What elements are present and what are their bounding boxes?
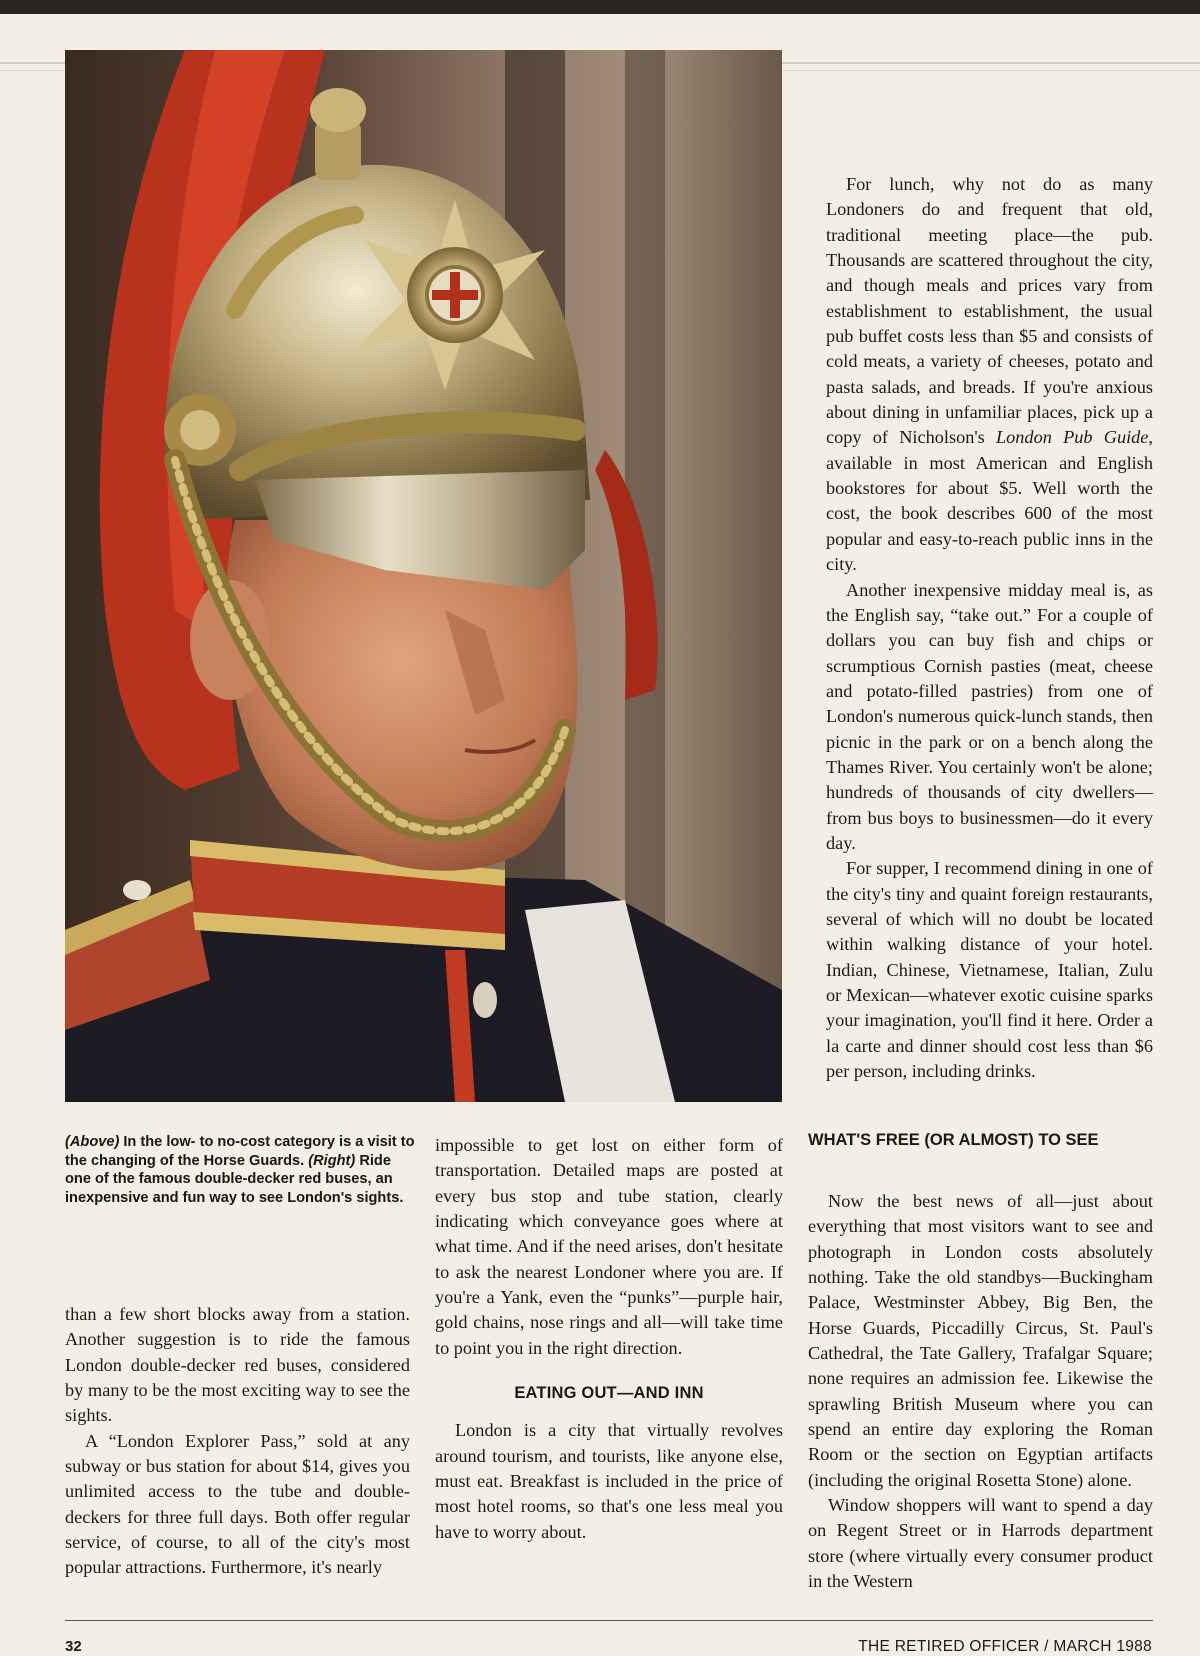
section-heading-free-to-see: WHAT'S FREE (OR ALMOST) TO SEE [808, 1131, 1099, 1149]
paragraph: Window shoppers will want to spend a day on Regent Street or in Harrods department store (where virtually every consumer product in the Western [808, 1495, 1153, 1592]
horse-guard-helmet-photo [65, 50, 782, 1102]
caption-above-label: (Above) [65, 1134, 120, 1150]
paragraph: London is a city that virtually revolves around tourism, and tourists, like anyone else, must eat. Breakfast is included in the price of most hotel rooms, so that's one less meal you have to worry about. [435, 1420, 783, 1542]
paragraph [826, 172, 1153, 578]
paragraph: Another inexpensive midday meal is, as the English say, “take out.” For a couple of dollars you can buy fish and chips or scrumptious Cornish pasties (meat, cheese and potato-filled pastries) from one of London's numerous quick-lunch stands, then picnic in the park or on a bench along the Thames River. You certainly won't be alone; hundreds of thousands of city dwellers—from bus boys to businessmen—do it every day. [826, 579, 1153, 853]
page-number: 32 [65, 1638, 82, 1655]
paragraph: than a few short blocks away from a station. Another suggestion is to ride the famous London double-decker red buses, considered by many to be the most exciting way to see the sights. [65, 1304, 410, 1426]
article-column-1 [65, 1302, 410, 1581]
paragraph: impossible to get lost on either form of transportation. Detailed maps are posted at every bus stop and tube station, clearly indicating which conveyance goes where at what time. And if the need arises, don't hesitate to ask the nearest Londoner where you are. If you're a Yank, even the “punks”—purple hair, gold chains, nose rings and all—will take time to point you in the right direction. [435, 1135, 783, 1358]
photo-caption [65, 1133, 415, 1207]
section-heading-eating-out: EATING OUT—AND INN [514, 1384, 704, 1403]
paragraph: A “London Explorer Pass,” sold at any subway or bus station for about $14, gives you unlimited access to the tube and double-deckers for three full days. Both offer regular service, of course, to all of the city's most popular attractions. Furthermore, it's nearly [65, 1430, 410, 1578]
article-column-3 [826, 172, 1153, 1084]
article-column-3-continued [808, 1189, 1153, 1595]
footer-rule [65, 1620, 1153, 1621]
publication-footer: THE RETIRED OFFICER / MARCH 1988 [858, 1638, 1152, 1655]
paragraph: For supper, I recommend dining in one of the city's tiny and quaint foreign restaurants, several of which will no doubt be located within walking distance of your hotel. Indian, Chinese, Vietnamese, Italian, Zulu or Mexican—whatever exotic cuisine sparks your imagination, you'll find it here. Order a la carte and dinner should cost less than $6 per person, including drinks. [826, 858, 1153, 1082]
article-column-2 [435, 1133, 783, 1545]
caption-right-text: Ride one of the famous double-decker red buses, an inexpensive and fun way to see London's sights. [65, 1152, 404, 1206]
paragraph-text: For lunch, why not do as many Londoners do and frequent that old, traditional meeting place—the pub. Thousands are scattered throughout the city, and though meals and prices vary from establishment to establishment, the usual pub buffet costs less than $5 and consists of cold meats, a variety of cheeses, potato and pasta salads, and breads. If you're anxious about dining in unfamiliar places, pick up a copy of Nicholson's [826, 174, 1153, 448]
paragraph: Now the best news of all—just about everything that most visitors want to see and photograph in London costs absolutely nothing. Take the old standbys—Buckingham Palace, Westminster Abbey, Big Ben, the Horse Guards, Piccadilly Circus, St. Paul's Cathedral, the Tate Gallery, Trafalgar Square; none requires an admission fee. Likewise the sprawling British Museum where you can spend an entire day exploring the Roman Room or the section on Egyptian artifacts (including the original Rosetta Stone) alone. [808, 1191, 1153, 1490]
caption-right-label: (Right) [308, 1152, 356, 1169]
book-title: London Pub Guide [995, 427, 1149, 448]
top-edge-bar [0, 0, 1200, 14]
caption-above-text: In the low- to no-cost category is a visit to the changing of the Horse Guards. [65, 1134, 415, 1169]
paragraph-text: , available in most American and English bookstores for about $5. Well worth the cost, the book describes 600 of the most popular and easy-to-reach public inns in the city. [826, 427, 1153, 575]
